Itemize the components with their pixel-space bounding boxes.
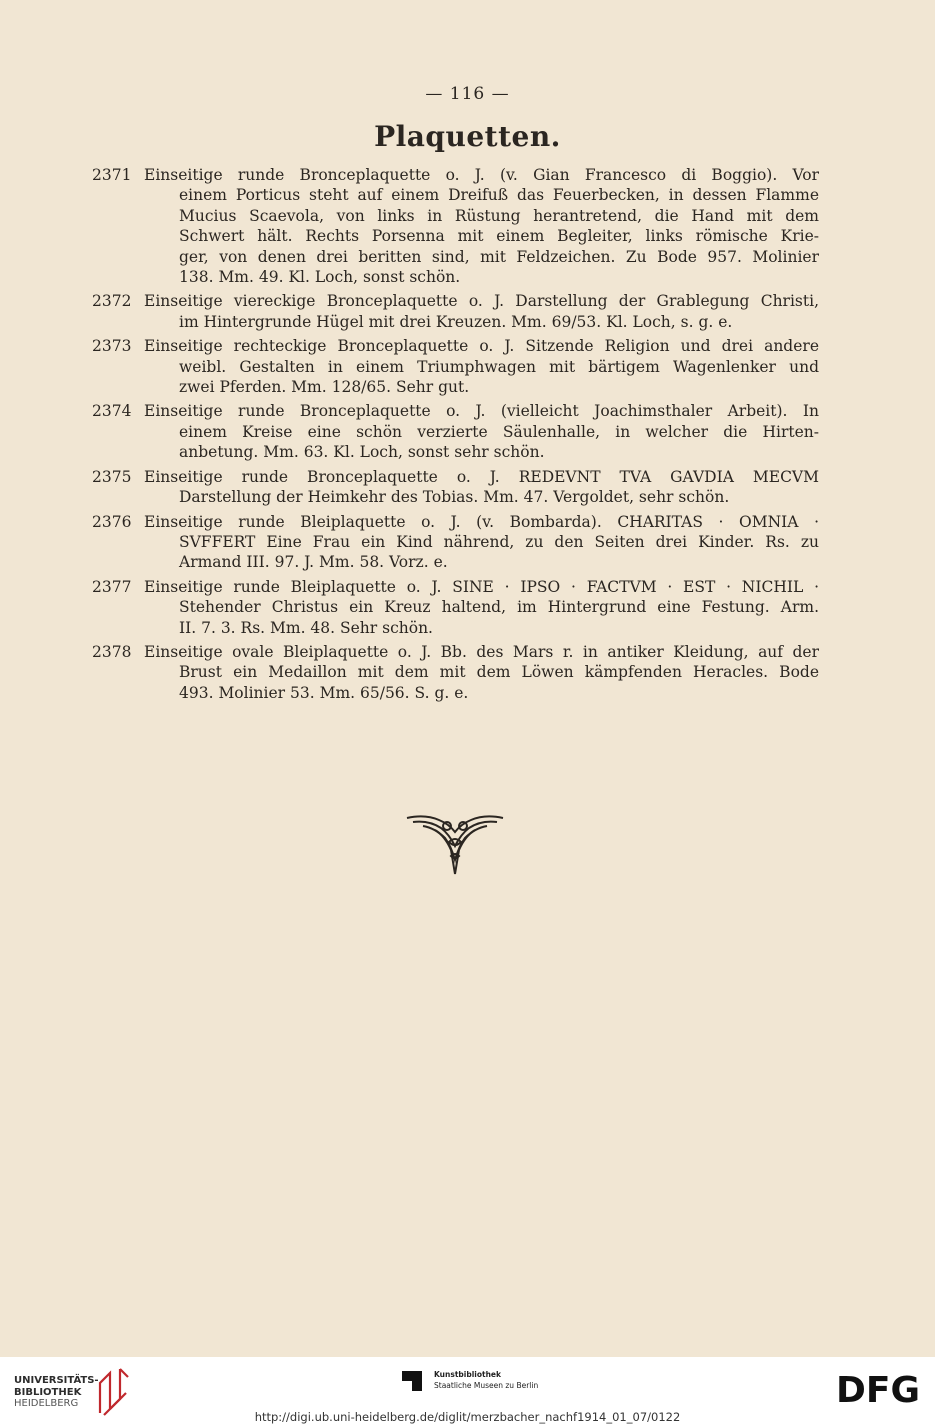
entry-line: 493. Molinier 53. Mm. 65/56. S. g. e.: [179, 683, 469, 702]
entry-first-line: Einseitige runde Bleiplaquette o. J. SINE · IPSO · FACTVM · EST · NICHIL ·: [144, 577, 819, 596]
entry-first-line: Einseitige viereckige Bronceplaquette o. J. Darstellung der Grablegung Christi,: [144, 292, 819, 311]
dfg-logo[interactable]: [832, 1371, 924, 1407]
ornament-icon: [405, 812, 505, 878]
kunstbibliothek-logo[interactable]: [434, 1369, 538, 1391]
entry-line: einem Porticus steht auf einem Dreifuß das Feuerbecken, in dessen Flamme: [179, 186, 819, 205]
entry-first-line: Einseitige runde Bronceplaquette o. J. (vielleicht Joachimsthaler Arbeit). In: [144, 402, 819, 421]
catalogue-entry: [92, 642, 819, 703]
entry-number: 2371: [92, 166, 132, 184]
entry-line: Stehender Christus ein Kreuz haltend, im Hintergrund eine Festung. Arm.: [179, 598, 819, 617]
entry-number: 2373: [92, 337, 132, 356]
entry-line: Schwert hält. Rechts Porsenna mit einem Begleiter, links römische Krie-: [179, 227, 819, 246]
entry-first-line: Einseitige runde Bronceplaquette o. J. REDEVNT TVA GAVDIA MECVM: [144, 467, 819, 486]
entry-line: im Hintergrunde Hügel mit drei Kreuzen. Mm. 69/53. Kl. Loch, s. g. e.: [179, 312, 733, 331]
catalogue-entries: [92, 165, 819, 707]
entry-line: weibl. Gestalten in einem Triumphwagen mit bärtigem Wagenlenker und: [179, 357, 819, 376]
entry-first-line: Einseitige runde Bronceplaquette o. J. (v. Gian Francesco di Boggio). Vor: [144, 166, 819, 184]
entry-line: 138. Mm. 49. Kl. Loch, sonst schön.: [179, 268, 461, 287]
dfg-logo-text: DFG: [835, 1371, 921, 1407]
kunstbibliothek-line2: Staatliche Museen zu Berlin: [434, 1381, 539, 1390]
entry-first-line: Einseitige rechteckige Bronceplaquette o. J. Sitzende Religion und drei andere: [144, 337, 819, 356]
ub-logo-line2: BIBLIOTHEK: [14, 1386, 82, 1398]
entry-line: anbetung. Mm. 63. Kl. Loch, sonst sehr schön.: [179, 443, 545, 462]
ub-logo-line1: UNIVERSITÄTS-: [14, 1375, 99, 1386]
entry-number: 2378: [92, 642, 132, 661]
ub-heidelberg-logo[interactable]: [14, 1375, 99, 1410]
catalogue-entry: [92, 577, 819, 638]
entry-line: Brust ein Medaillon mit dem mit dem Löwen kämpfenden Heracles. Bode: [179, 663, 819, 682]
entry-line: ger, von denen drei beritten sind, mit Feldzeichen. Zu Bode 957. Molinier: [179, 247, 819, 266]
entry-number: 2374: [92, 402, 132, 421]
footer-bar: [0, 1357, 935, 1425]
entry-line: II. 7. 3. Rs. Mm. 48. Sehr schön.: [179, 618, 433, 637]
catalogue-entry: [92, 336, 819, 397]
entry-first-line: Einseitige ovale Bleiplaquette o. J. Bb. des Mars r. in antiker Kleidung, auf der: [144, 642, 819, 661]
entry-line: zwei Pferden. Mm. 128/65. Sehr gut.: [179, 378, 470, 397]
ub-logo-line3: HEIDELBERG: [14, 1398, 79, 1409]
entry-first-line: Einseitige runde Bleiplaquette o. J. (v. Bombarda). CHARITAS · OMNIA ·: [144, 512, 819, 531]
entry-line: SVFFERT Eine Frau ein Kind nährend, zu den Seiten drei Kinder. Rs. zu: [179, 532, 819, 551]
entry-line: einem Kreise eine schön verzierte Säulenhalle, in welcher die Hirten-: [179, 422, 819, 441]
entry-line: Darstellung der Heimkehr des Tobias. Mm. 47. Vergoldet, sehr schön.: [179, 488, 730, 507]
catalogue-entry: [92, 467, 819, 508]
catalogue-entry: [92, 291, 819, 332]
entry-number: 2376: [92, 512, 132, 531]
page-title: Plaquetten.: [374, 120, 561, 153]
kunstbibliothek-line1: Kunstbibliothek: [434, 1370, 502, 1379]
entry-line: Armand III. 97. J. Mm. 58. Vorz. e.: [179, 553, 448, 572]
entry-number: 2372: [92, 292, 132, 311]
entry-line: Mucius Scaevola, von links in Rüstung herantretend, die Hand mit dem: [179, 206, 819, 225]
kunstbibliothek-icon: [400, 1369, 424, 1393]
entry-number: 2377: [92, 577, 132, 596]
catalogue-entry: [92, 401, 819, 462]
entry-number: 2375: [92, 467, 132, 486]
catalogue-entry: [92, 512, 819, 573]
source-url[interactable]: http://digi.ub.uni-heidelberg.de/diglit/merzbacher_nachf1914_01_07/0122: [254, 1410, 681, 1424]
catalogue-entry: [92, 165, 819, 287]
page-number: — 116 —: [425, 84, 510, 104]
